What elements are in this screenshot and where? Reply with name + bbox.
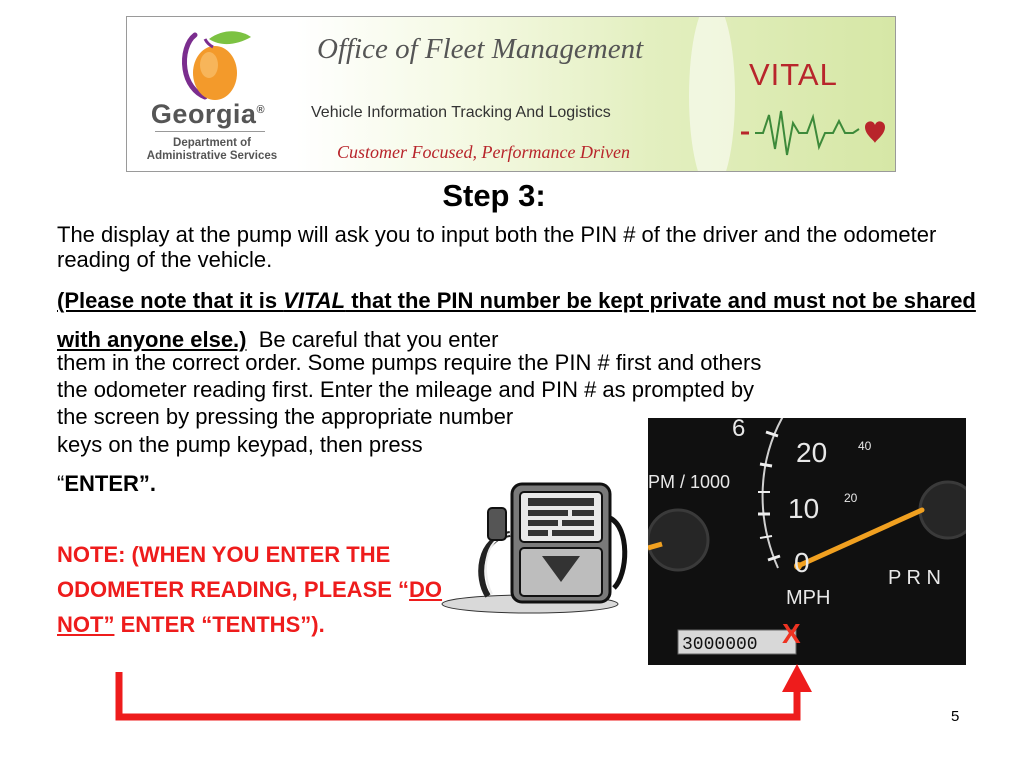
gauge-label-10: 10 — [788, 493, 820, 524]
privacy-paragraph — [57, 281, 977, 359]
gauge-face — [648, 418, 966, 665]
gauge-label-40: 40 — [858, 439, 872, 453]
slide-title: Step 3: — [442, 178, 546, 213]
gauge-label-mph: MPH — [786, 587, 831, 609]
speedometer-photo — [648, 418, 966, 665]
tenths-mark: X — [782, 618, 801, 649]
department-line-1: Department of — [173, 137, 251, 149]
order-paragraph: them in the correct order. Some pumps require the PIN # first and others the odometer reading first. Enter the mileage and PIN # as prompted by the screen by pressing the appropriate number — [57, 350, 762, 429]
vital-logo-text: VITAL — [749, 57, 838, 92]
gauge-label-6: 6 — [732, 418, 746, 442]
office-title: Office of Fleet Management — [317, 33, 644, 65]
fuel-pump-icon — [438, 478, 634, 618]
intro-paragraph: The display at the pump will ask you to input both the PIN # of the driver and the odometer reading of the vehicle. — [57, 222, 937, 272]
privacy-warning: (Please note that it is VITAL that the PIN number be kept private and must not be shared with anyone else.) — [57, 288, 976, 352]
gauge-label-gear: P R N — [888, 567, 941, 589]
page-number: 5 — [951, 708, 960, 725]
gauge-label-rpm: PM / 1000 — [648, 472, 731, 492]
program-subtitle: Vehicle Information Tracking And Logistics — [311, 104, 611, 121]
peach-logo-icon — [165, 25, 255, 103]
gauge-label-20: 20 — [796, 437, 828, 468]
program-motto: Customer Focused, Performance Driven — [337, 142, 630, 162]
banner-arc — [689, 16, 735, 172]
heartbeat-icon — [741, 103, 891, 163]
logo-divider — [155, 131, 265, 132]
enter-instruction: “ENTER”. — [57, 471, 157, 496]
gauge-label-0: 0 — [794, 547, 810, 578]
department-line-2: Administrative Services — [146, 150, 278, 162]
georgia-wordmark: Georgia® — [150, 99, 266, 129]
tenths-note: NOTE: (WHEN YOU ENTER THE ODOMETER READING, PLEASE “DO NOT” ENTER “TENTHS”). — [57, 542, 443, 637]
keypad-instruction: keys on the pump keypad, then press — [57, 432, 423, 457]
privacy-tail: Be careful that you enter — [246, 327, 499, 352]
gauge-label-20-small: 20 — [844, 491, 858, 505]
department-name — [131, 137, 293, 163]
header-banner — [126, 16, 896, 172]
odometer-readout: 3000000 — [682, 635, 758, 655]
